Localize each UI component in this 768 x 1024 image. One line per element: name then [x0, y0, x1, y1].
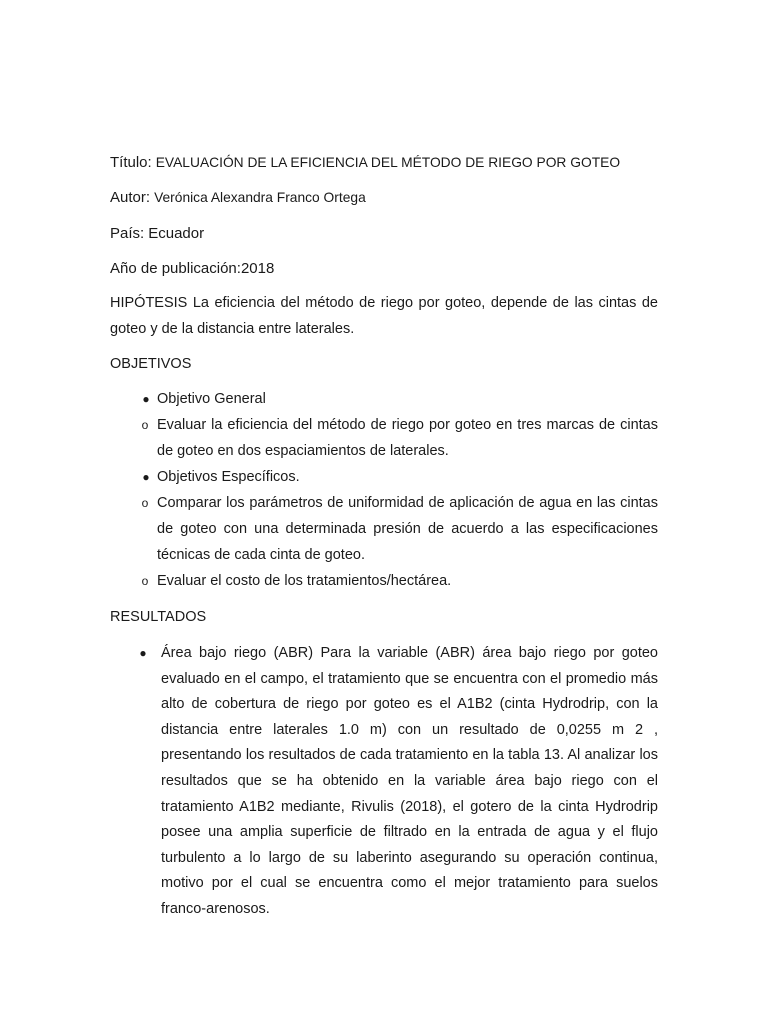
bullet-marker: ● — [139, 646, 147, 660]
author-line — [110, 188, 366, 208]
bullet-marker: ● — [142, 392, 150, 406]
list-item-text: Evaluar el costo de los tratamientos/hectárea. — [157, 573, 452, 589]
list-item-text: Comparar los parámetros de uniformidad de aplicación de agua en las cintas de goteo con una determinada presión de acuerdo a las especificaciones técnicas de cada cinta de goteo. — [157, 495, 658, 563]
list-item-text: Objetivo General — [157, 391, 266, 407]
list-item — [110, 568, 658, 594]
circle-marker: o — [141, 496, 149, 510]
circle-marker: o — [141, 574, 149, 588]
list-item — [110, 490, 658, 568]
results-heading: RESULTADOS — [110, 609, 207, 625]
circle-marker: o — [141, 418, 149, 432]
title-label: Título: — [110, 154, 152, 171]
hypothesis-paragraph: HIPÓTESIS La eficiencia del método de riego por goteo, depende de las cintas de goteo y de la distancia entre laterales. — [110, 295, 658, 337]
country-value: Ecuador — [148, 225, 205, 242]
list-item-text: Evaluar la eficiencia del método de riego por goteo en tres marcas de cintas de goteo en dos espaciamientos de laterales. — [157, 417, 658, 459]
list-item — [110, 641, 658, 923]
title-line — [110, 153, 620, 173]
results-list — [110, 641, 658, 923]
year-label: Año de publicación: — [110, 260, 241, 277]
year-line — [110, 259, 274, 279]
list-item — [110, 386, 658, 412]
list-item-text: Área bajo riego (ABR) Para la variable (ABR) área bajo riego por goteo evaluado en el campo, el tratamiento que se encuentra con el promedio más alto de cobertura de riego por goteo es el A1B2 (cinta Hydrodrip, con la distancia entre laterales 1.0 m) con un resultado de 0,0255 m 2 , presentando los resultados de cada tratamiento en la tabla 13. Al analizar los resultados que se ha obtenido en la variable área bajo riego con el tratamiento A1B2 mediante, Rivulis (2018), el gotero de la cinta Hydrodrip posee una amplia superficie de filtrado en la entrada de agua y el flujo turbulento a lo largo de su laberinto asegurando su operación continua, motivo por el cual se encuentra como el mejor tratamiento para suelos franco-arenosos. — [161, 645, 658, 917]
list-item — [110, 412, 658, 464]
objectives-heading: OBJETIVOS — [110, 356, 192, 372]
country-label: País: — [110, 225, 145, 242]
year-value: 2018 — [240, 260, 275, 277]
country-line — [110, 224, 204, 244]
list-item-text: Objetivos Específicos. — [157, 469, 300, 485]
list-item — [110, 464, 658, 490]
bullet-marker: ● — [142, 470, 150, 484]
author-value: Verónica Alexandra Franco Ortega — [154, 190, 366, 205]
author-label: Autor: — [110, 189, 151, 206]
objectives-list — [110, 386, 658, 594]
title-value: EVALUACIÓN DE LA EFICIENCIA DEL MÉTODO DE RIEGO POR GOTEO — [155, 155, 621, 170]
